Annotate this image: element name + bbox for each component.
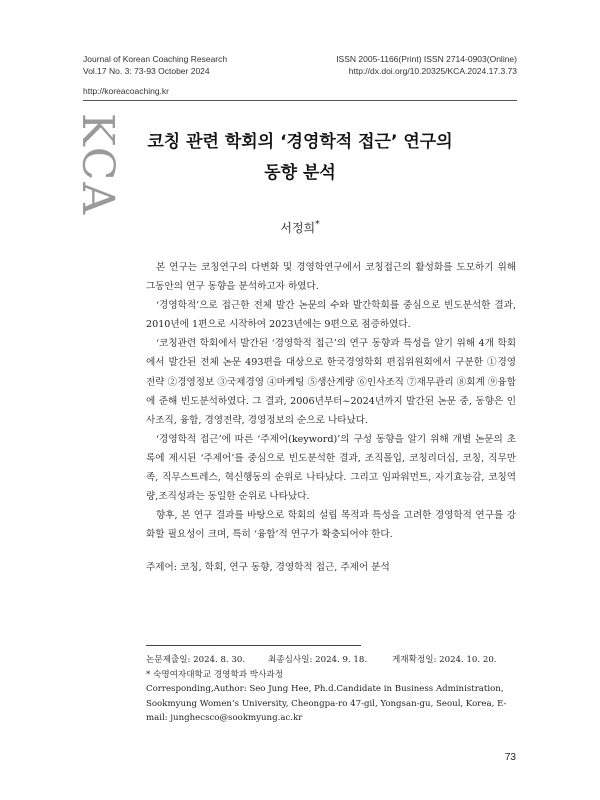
title-line-2: 동향 분석 <box>264 163 336 183</box>
journal-volume: Vol.17 No. 3: 73-93 October 2024 <box>83 66 210 76</box>
title-line-1: 코칭 관련 학회의 ‘경영학적 접근’ 연구의 <box>147 132 453 152</box>
journal-header <box>83 53 227 77</box>
abstract-paragraph: ‘코칭관련 학회에서 발간된 ‘경영학적 접근’의 연구 동향과 특성을 알기 위해 4개 학회에서 발간된 전체 논문 493편을 대상으로 한국경영학회 편집위원회에서 구분한 ①경영전략 ②경영정보 ③국제경영 ④마케팅 ⑤생산계량 ⑥인사조직 ⑦재무관리 ⑧회계 ⑨융합에 준해 빈도분석하였다. 그 결과, 2006년부터~2024년까지 발간된 논문 중, 동향은 인사조직, 융합, 경영전략, 경영정보의 순으로 나타났다. <box>146 338 516 426</box>
author-affiliation: * 숙명여자대학교 경영학과 박사과정 <box>146 669 284 680</box>
header-rule <box>83 100 517 101</box>
journal-url[interactable]: http://koreacoaching.kr <box>83 86 169 96</box>
corresponding-author: Corresponding,Author: Seo Jung Hee, Ph.d.Candidate in Business Administration, Sookmyung Women’s University, Cheongpa-ro 47-gil, Yongsan-gu, Seoul, Korea, E-mail: junghecsco@sookmyung.ac.kr <box>146 684 507 723</box>
issn-text: ISSN 2005-1166(Print) ISSN 2714-0903(Online) <box>336 54 517 64</box>
footnote-rule <box>146 645 361 646</box>
reviewed-date: 최종심사일: 2024. 9. 18. <box>268 655 368 665</box>
author <box>0 219 600 236</box>
abstract-paragraph: 향후, 본 연구 결과를 바탕으로 학회의 설립 목적과 특성을 고려한 경영학적 연구를 강화할 필요성이 크며, 특히 ‘융합’적 연구가 확충되어야 한다. <box>146 510 516 541</box>
abstract-paragraph: 본 연구는 코칭연구의 다변화 및 경영학연구에서 코칭접근의 활성화를 도모하기 위해 그동안의 연구 동향을 분석하고자 하였다. <box>146 262 516 293</box>
abstract <box>146 258 516 544</box>
keywords: 주제어: 코칭, 학회, 연구 동향, 경영학적 접근, 주제어 분석 <box>146 562 390 573</box>
issn-header <box>336 53 517 77</box>
author-name: 서정희 <box>280 221 316 235</box>
doi-link[interactable]: http://dx.doi.org/10.20325/KCA.2024.17.3.73 <box>348 66 517 76</box>
submitted-date: 논문제출일: 2024. 8. 30. <box>146 655 246 665</box>
kca-logo: KCA <box>72 113 123 217</box>
abstract-paragraph: ‘경영학적 접근’에 따른 ‘주제어(keyword)’의 구성 동향을 알기 위해 개별 논문의 초록에 제시된 ‘주제어’를 중심으로 빈도분석한 결과, 조직몰입, 코칭리더십, 코칭, 직무만족, 직무스트레스, 혁신행동의 순위로 나타났다. 그리고 임파워먼트, 자기효능감, 코칭역량,조직성과는 동일한 순위로 나타났다. <box>146 433 516 503</box>
footnote-dates <box>146 653 516 668</box>
abstract-paragraph: ‘경영학적’으로 접근한 전체 발간 논문의 수와 발간학회를 중심으로 빈도분석한 결과, 2010년에 1편으로 시작하여 2023년에는 9편으로 점증하였다. <box>146 300 516 331</box>
paper-title <box>130 127 470 189</box>
page-number: 73 <box>504 752 516 763</box>
accepted-date: 게재확정일: 2024. 10. 20. <box>392 655 497 665</box>
journal-name: Journal of Korean Coaching Research <box>83 54 228 64</box>
footnote <box>146 653 516 726</box>
author-mark: * <box>315 220 320 230</box>
